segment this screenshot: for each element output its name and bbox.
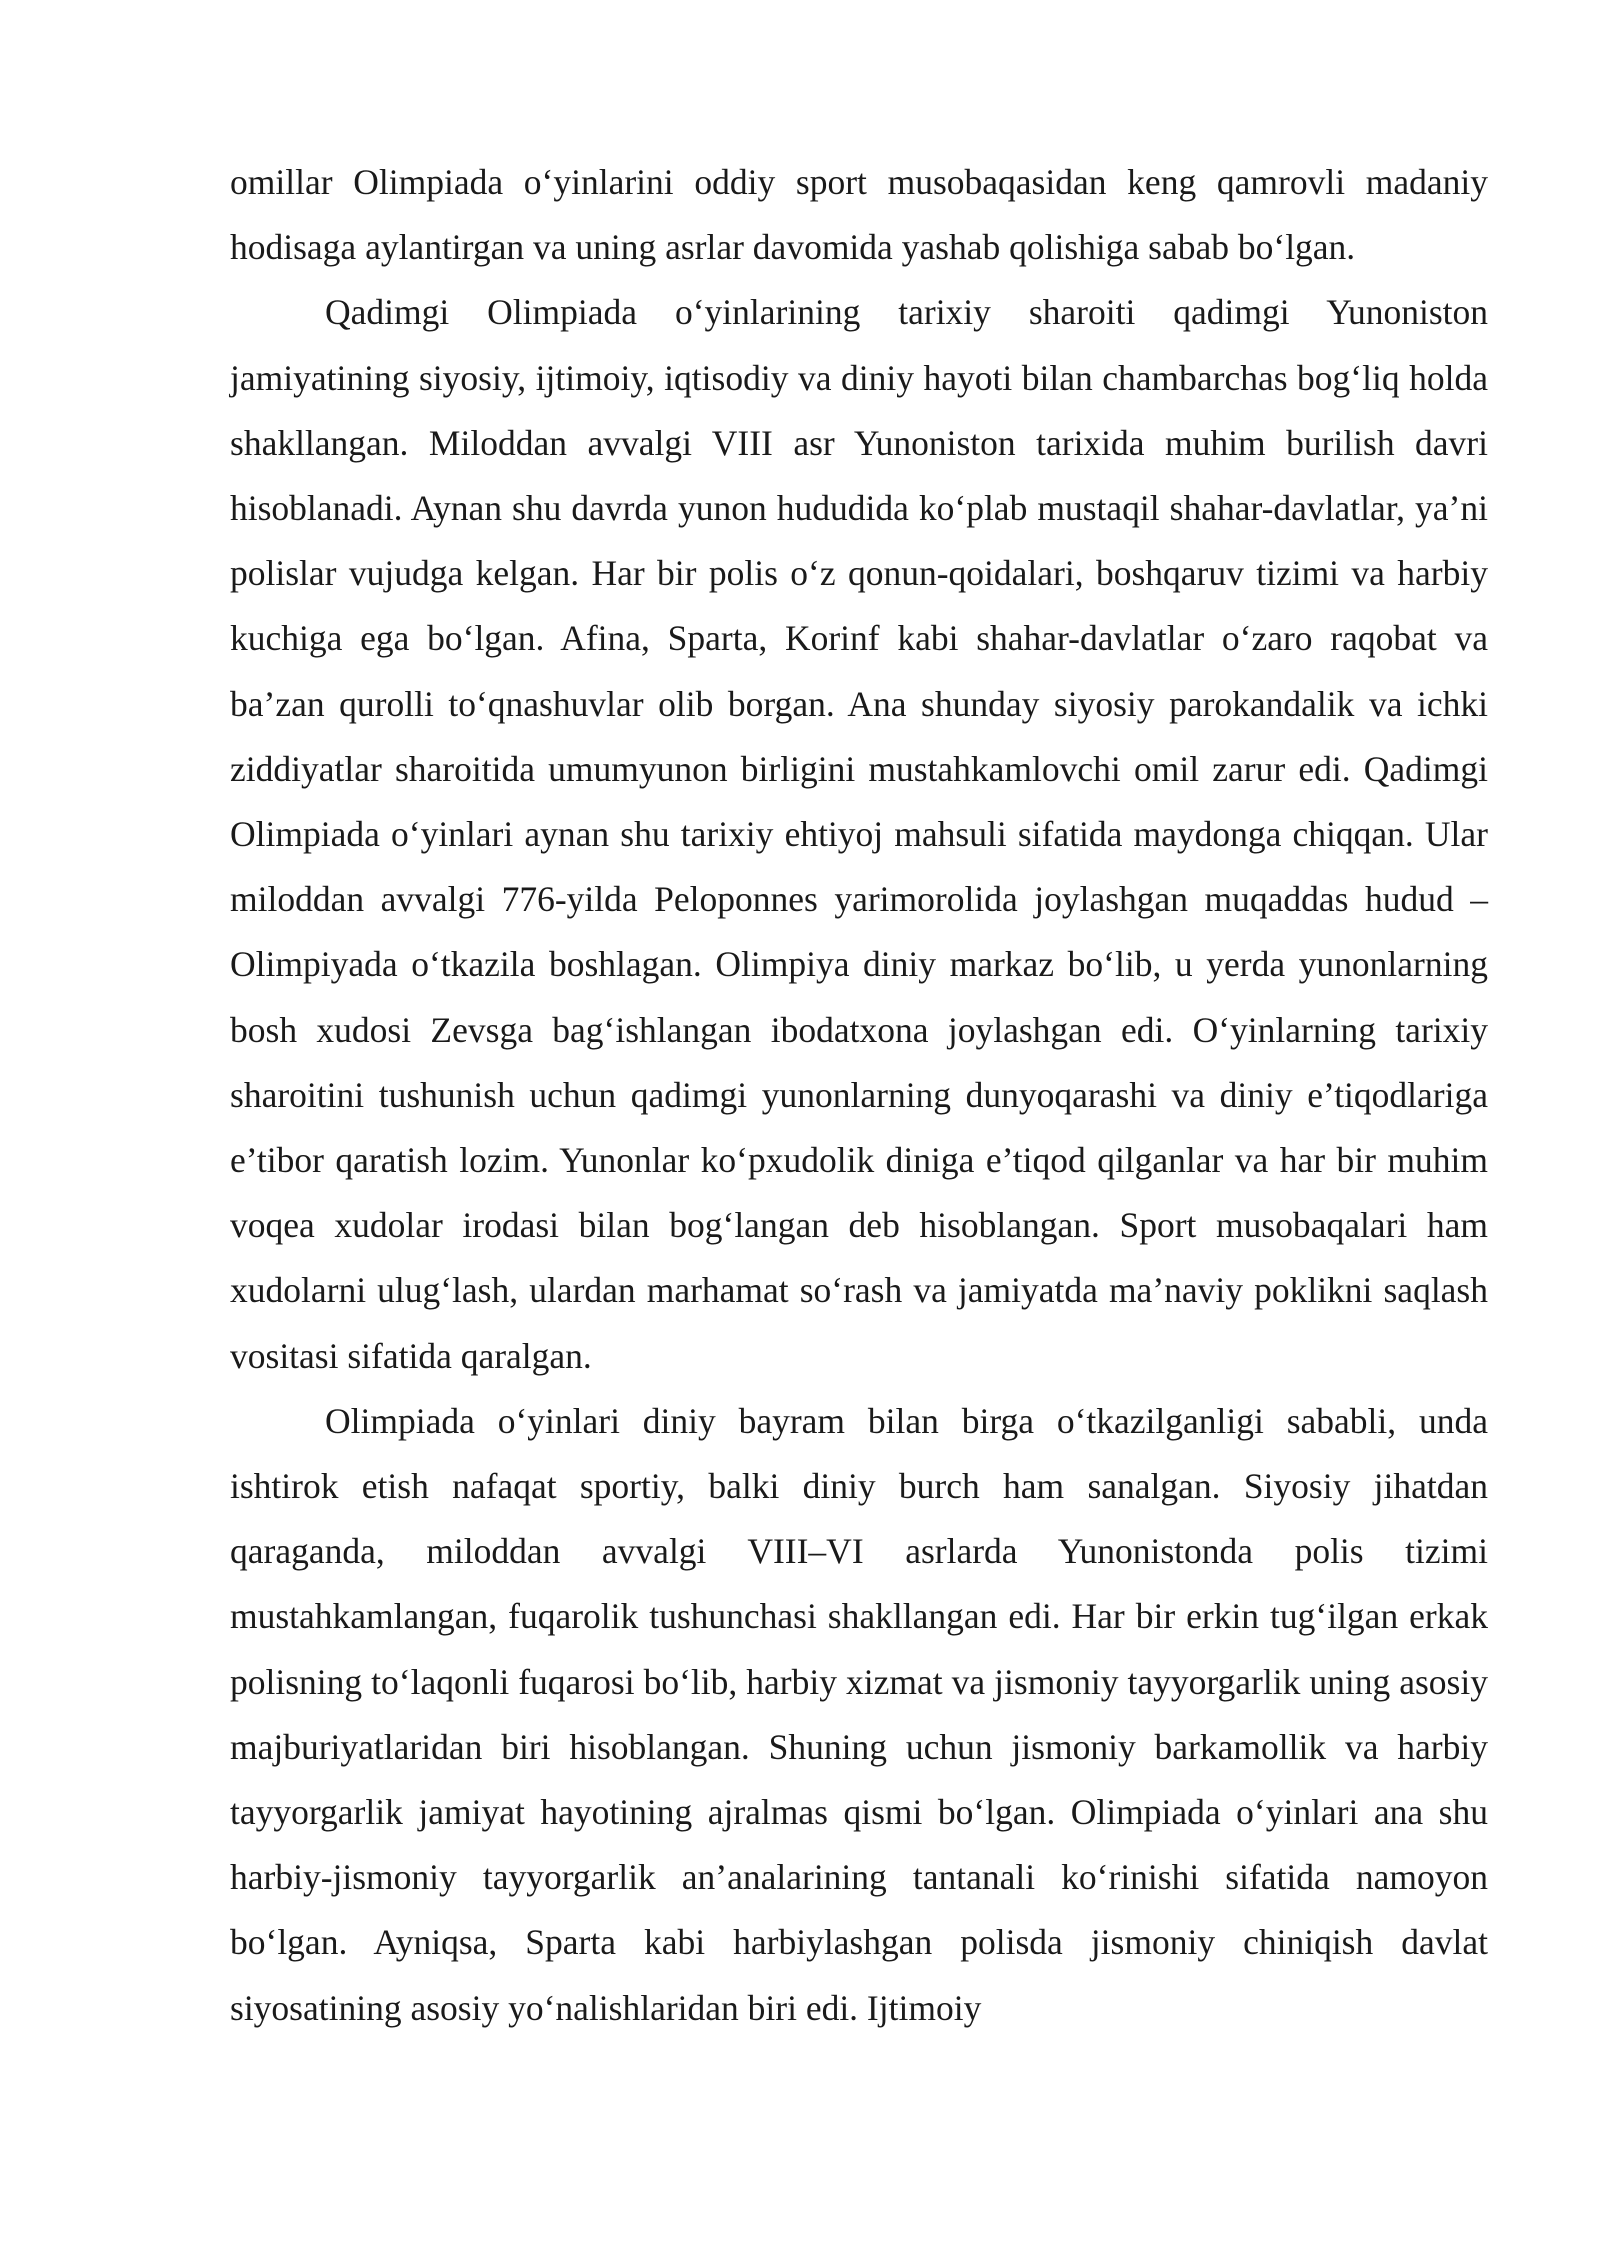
paragraph-3: Olimpiada o‘yinlari diniy bayram bilan birga o‘tkazilganligi sababli, unda ishtirok etish nafaqat sportiy, balki diniy burch ham sanalgan. Siyosiy jihatdan qaraganda, miloddan avvalgi VIII–VI asrlarda Yunonistonda polis tizimi mustahkamlangan, fuqarolik tushunchasi shakllangan edi. Har bir erkin tug‘ilgan erkak polisning to‘laqonli fuqarosi bo‘lib, harbiy xizmat va jismoniy tayyorgarlik uning asosiy majburiyatlaridan biri hisoblangan. Shuning uchun jismoniy barkamollik va harbiy tayyorgarlik jamiyat hayotining ajralmas qismi bo‘lgan. Olimpiada o‘yinlari ana shu harbiy-jismoniy tayyorgarlik an’analarining tantanali ko‘rinishi sifatida namoyon bo‘lgan. Ayniqsa, Sparta kabi harbiylashgan polisda jismoniy chiniqish davlat siyosatining asosiy yo‘nalishlaridan biri edi. Ijtimoiy xyxy=(230,1400,1488,2028)
document-page xyxy=(230,150,1488,2041)
paragraph-1: omillar Olimpiada o‘yinlarini oddiy sport musobaqasidan keng qamrovli madaniy hodisaga aylantirgan va uning asrlar davomida yashab qolishiga sabab bo‘lgan. xyxy=(230,162,1488,268)
paragraph-2: Qadimgi Olimpiada o‘yinlarining tarixiy sharoiti qadimgi Yunoniston jamiyatining siyosiy, ijtimoiy, iqtisodiy va diniy hayoti bilan chambarchas bog‘liq holda shakllangan. Miloddan avvalgi VIII asr Yunoniston tarixida muhim burilish davri hisoblanadi. Aynan shu davrda yunon hududida ko‘plab mustaqil shahar-davlatlar, ya’ni polislar vujudga kelgan. Har bir polis o‘z qonun-qoidalari, boshqaruv tizimi va harbiy kuchiga ega bo‘lgan. Afina, Sparta, Korinf kabi shahar-davlatlar o‘zaro raqobat va ba’zan qurolli to‘qnashuvlar olib borgan. Ana shunday siyosiy parokandalik va ichki ziddiyatlar sharoitida umumyunon birligini mustahkamlovchi omil zarur edi. Qadimgi Olimpiada o‘yinlari aynan shu tarixiy ehtiyoj mahsuli sifatida maydonga chiqqan. Ular miloddan avvalgi 776-yilda Peloponnes yarimorolida joylashgan muqaddas hudud – Olimpiyada o‘tkazila boshlagan. Olimpiya diniy markaz bo‘lib, u yerda yunonlarning bosh xudosi Zevsga bag‘ishlangan ibodatxona joylashgan edi. O‘yinlarning tarixiy sharoitini tushunish uchun qadimgi yunonlarning dunyoqarashi va diniy e’tiqodlariga e’tibor qaratish lozim. Yunonlar ko‘pxudolik diniga e’tiqod qilganlar va har bir muhim voqea xudolar irodasi bilan bog‘langan deb hisoblangan. Sport musobaqalari ham xudolarni ulug‘lash, ulardan marhamat so‘rash va jamiyatda ma’naviy poklikni saqlash vositasi sifatida qaralgan. xyxy=(230,292,1488,1376)
